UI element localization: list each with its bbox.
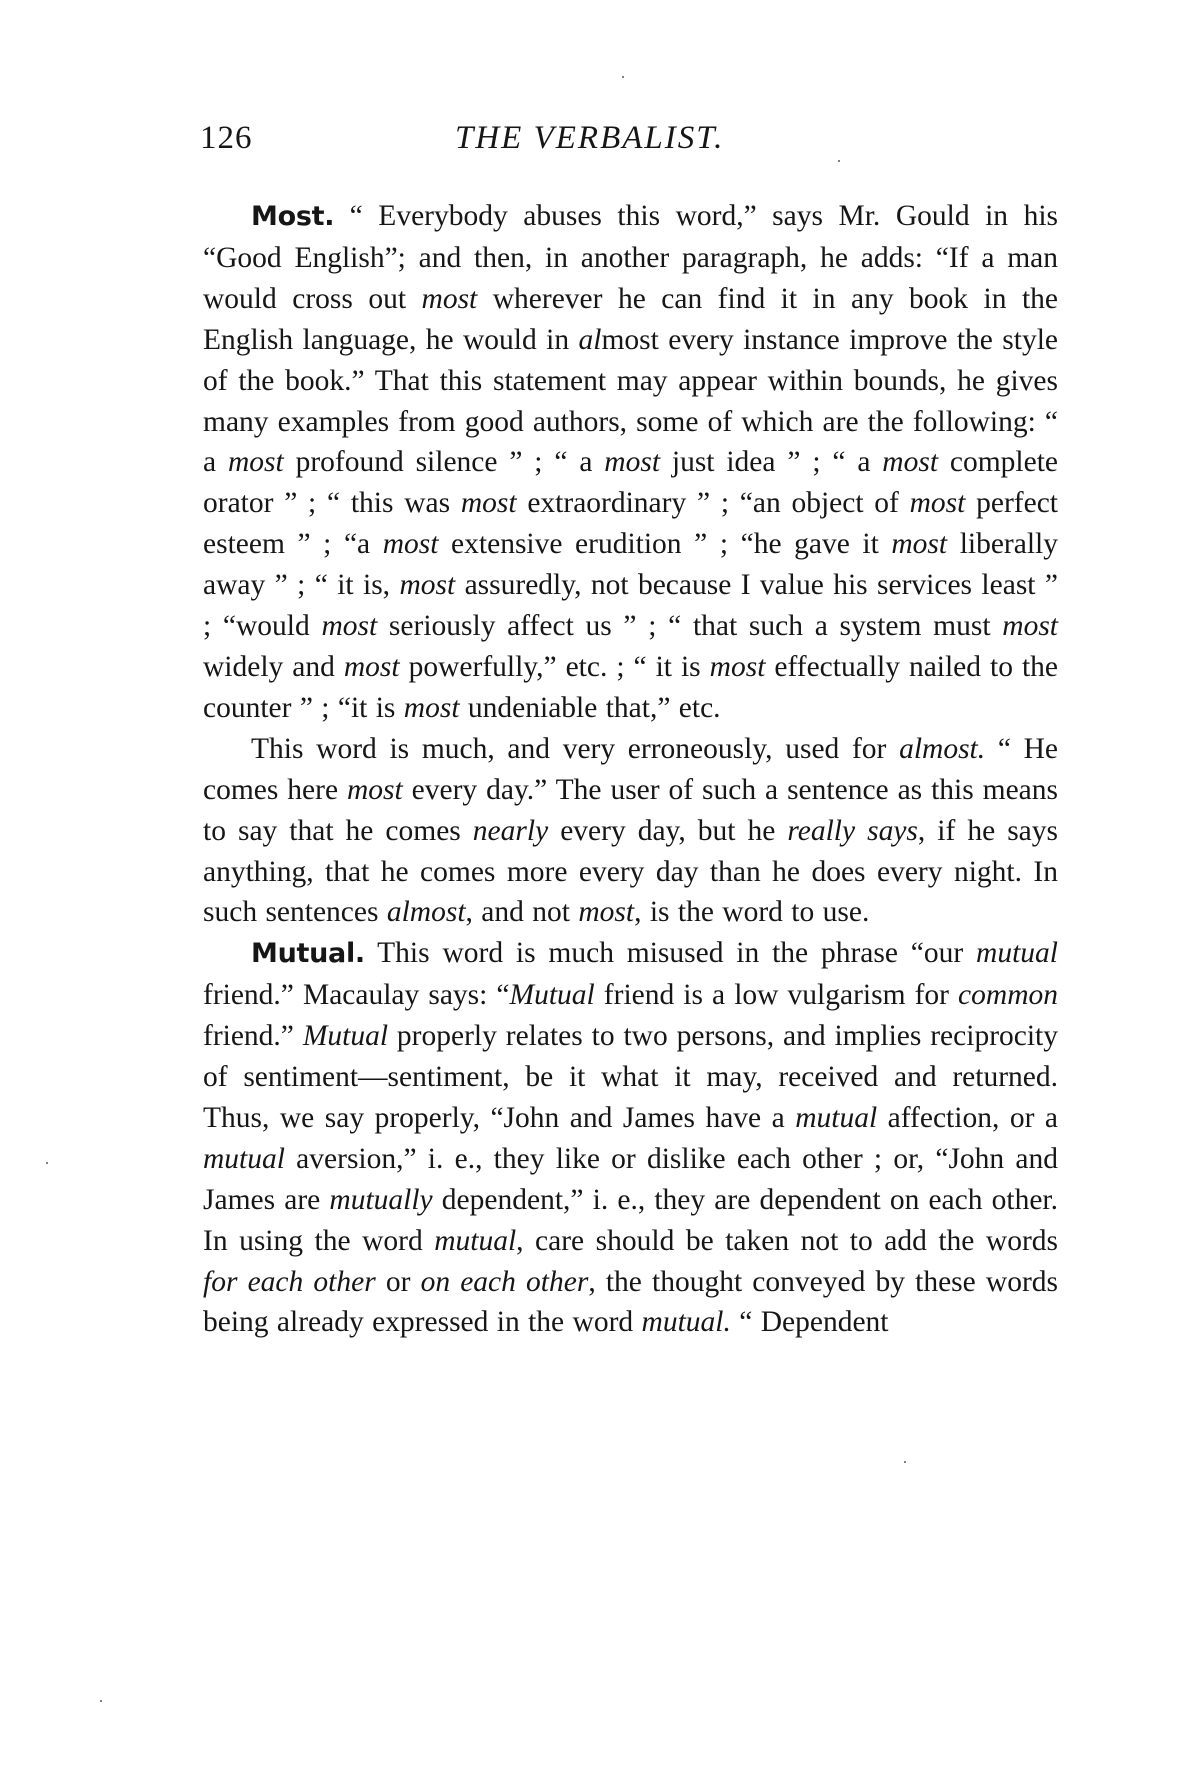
italic-text: most <box>421 282 478 315</box>
italic-text: most <box>343 650 400 683</box>
italic-text: almost <box>386 896 466 929</box>
italic-text: mutually <box>329 1183 433 1216</box>
scan-speck <box>46 1162 48 1164</box>
paragraph-most <box>203 196 1058 729</box>
text-run: “ Everybody abuses this word,” says Mr. Gould in his “Good English”; and then, in another paragraph, he adds: “If a man would cross out <box>203 200 1058 315</box>
italic-text: mutual <box>795 1101 878 1134</box>
italic-text: most <box>227 446 284 479</box>
italic-text: for each other <box>203 1265 376 1298</box>
text-run: “ Dependent <box>730 1306 889 1339</box>
scan-speck <box>838 160 840 162</box>
text-run: properly relates to two persons, and implies reciprocity of sentiment—sentiment, be it what it may, received and returned. Thus, we say properly, “John and James have a <box>203 1020 1058 1134</box>
text-run: , if he says anything, that he comes more every day than he does every night. In such sentences <box>203 814 1058 929</box>
text-run: aversion,” i. e., they like or dislike each other ; or, “John and James are <box>203 1142 1058 1216</box>
italic-text: most <box>578 896 635 929</box>
text-run: wherever he can find it in any book in the English language, he would in <box>203 282 1058 356</box>
italic-text: most <box>403 691 460 724</box>
text-run: dependent,” i. e., they are dependent on each other. In using the word <box>203 1183 1059 1257</box>
italic-text: Mutual <box>509 979 595 1012</box>
italic-text: on each other <box>420 1265 589 1298</box>
text-run: seriously affect us ” ; “ that such a system must <box>377 610 1003 643</box>
text-run: affection, or a <box>877 1101 1058 1134</box>
scan-speck <box>904 1461 906 1463</box>
page-header <box>200 120 1060 160</box>
italic-text: most <box>1002 610 1058 643</box>
text-run: , and not <box>465 896 579 929</box>
italic-text: really says <box>787 814 918 847</box>
italic-text: Mutual <box>302 1020 389 1053</box>
italic-text: most <box>382 528 439 561</box>
text-run: , is the word to use. <box>634 896 870 929</box>
text-run: powerfully,” etc. ; “ it is <box>399 650 710 683</box>
italic-text: most <box>460 487 517 520</box>
text-run: every day, but he <box>548 814 788 847</box>
text-run: every day.” The user of such a sentence as this means to say that he comes <box>203 773 1058 847</box>
text-run: , the thought conveyed by these words being already expressed in the word <box>203 1265 1058 1339</box>
text-run: just idea ” ; “ a <box>660 446 883 479</box>
text-run: perfect esteem ” ; “a <box>203 487 1058 561</box>
italic-text: common <box>958 979 1058 1012</box>
italic-text: nearly <box>472 814 549 847</box>
paragraph-almost <box>203 729 1058 934</box>
italic-text: most <box>891 528 948 561</box>
entry-headword: Most. <box>251 201 335 232</box>
text-run: profound silence ” ; “ a <box>283 446 605 479</box>
italic-text: mutual <box>976 937 1058 970</box>
text-run: assuredly, not because I value his services least ” ; “would <box>203 569 1058 643</box>
text-run: “ He comes here <box>203 732 1058 806</box>
text-run: or <box>375 1265 421 1298</box>
text-run: friend.” Macaulay says: “ <box>203 979 510 1012</box>
text-run: undeniable that,” etc. <box>459 691 721 724</box>
italic-text: most <box>399 569 456 602</box>
italic-text: most <box>909 487 966 520</box>
text-run: extensive erudition ” ; “he gave it <box>438 528 892 561</box>
text-run: widely and <box>203 650 344 683</box>
body-text <box>203 196 1058 1343</box>
italic-text: al <box>578 323 602 356</box>
italic-text: mutual <box>203 1142 285 1175</box>
italic-text: most <box>709 650 766 683</box>
italic-text: most <box>347 773 403 806</box>
italic-text: most <box>604 446 661 479</box>
italic-text: most <box>882 446 939 479</box>
paragraph-mutual <box>203 933 1058 1343</box>
italic-text: mutual <box>434 1224 517 1257</box>
text-run: This word is much, and very erroneously, used for <box>251 732 900 765</box>
page-number: 126 <box>200 120 253 156</box>
text-run: This word is much misused in the phrase “our <box>364 937 977 970</box>
text-run: friend is a low vulgarism for <box>594 979 959 1012</box>
entry-headword: Mutual. <box>251 938 365 970</box>
italic-text: mutual. <box>641 1306 731 1339</box>
text-run: most every instance improve the style of the book.” That this statement may appear within bounds, he gives many examples from good authors, some of which are the following: “ a <box>203 323 1058 479</box>
text-run: , care should be taken not to add the words <box>516 1224 1058 1257</box>
text-run: friend.” <box>203 1020 303 1053</box>
text-run: liberally away ” ; “ it is, <box>203 528 1058 602</box>
scan-speck <box>100 1700 102 1702</box>
text-run: effectually nailed to the counter ” ; “it is <box>203 650 1058 724</box>
text-run: extraordinary ” ; “an object of <box>516 487 910 520</box>
italic-text: most <box>321 610 378 643</box>
text-run: complete orator ” ; “ this was <box>203 446 1059 520</box>
italic-text: almost. <box>899 732 986 765</box>
running-title: THE VERBALIST. <box>455 120 725 156</box>
scan-speck <box>622 76 624 78</box>
